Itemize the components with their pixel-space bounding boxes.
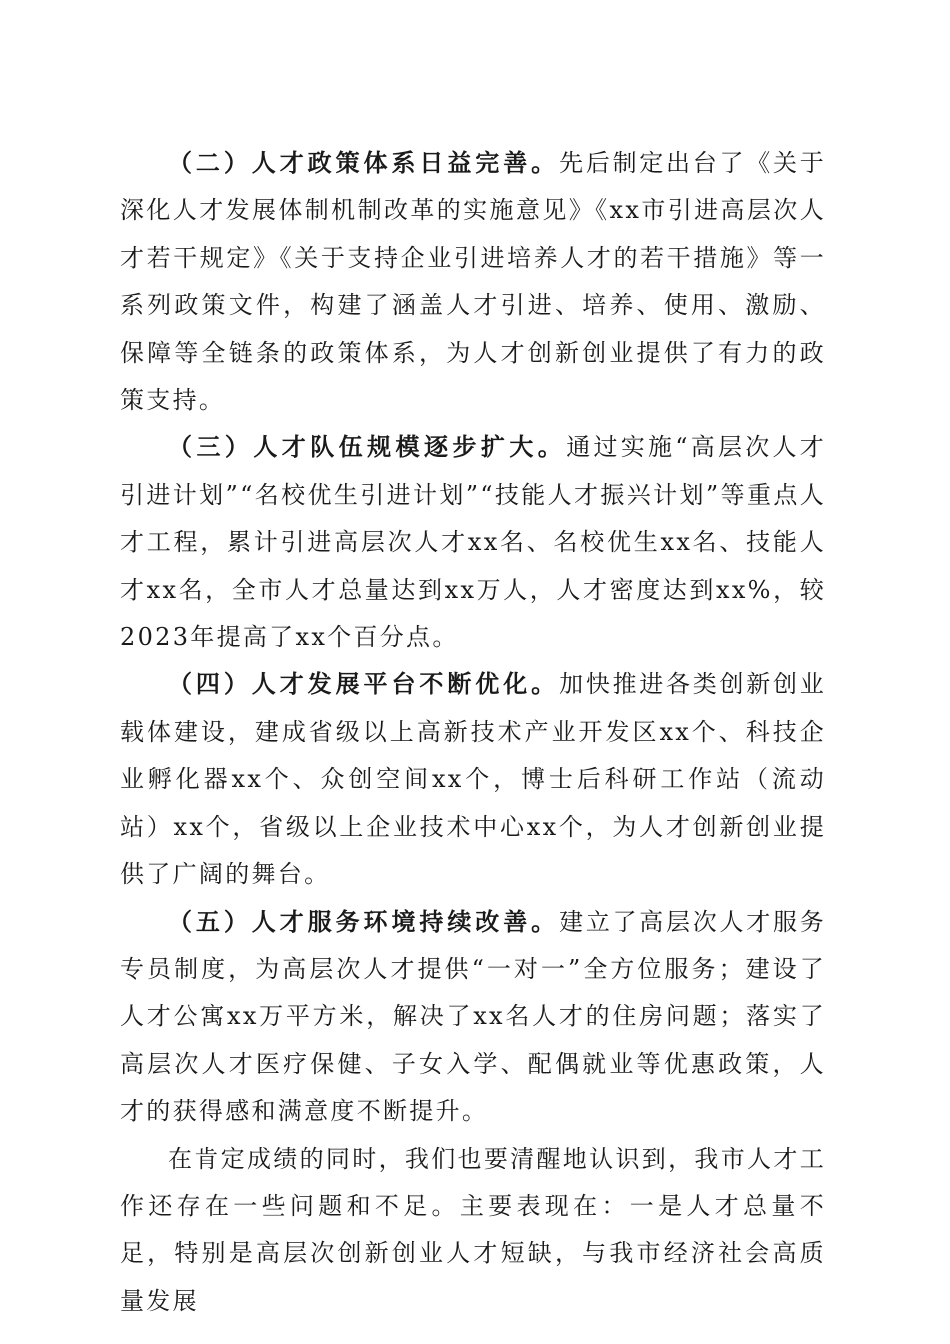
paragraph-text: 先后制定出台了《关于深化人才发展体制机制改革的实施意见》《xx市引进高层次人才若干规定》《关于支持企业引进培养人才的若干措施》等一系列政策文件，构建了涵盖人才引进、培养、使用、激励、保障等全链条的政策体系，为人才创新创业提供了有力的政策支持。 — [120, 149, 827, 415]
paragraph-talent-platform — [120, 661, 826, 898]
paragraph-talent-policy — [120, 140, 826, 424]
paragraph-problems — [120, 1136, 826, 1326]
section-heading: （四）人才发展平台不断优化。 — [168, 670, 560, 699]
section-heading: （三）人才队伍规模逐步扩大。 — [168, 433, 567, 462]
section-heading: （五）人才服务环境持续改善。 — [168, 907, 560, 936]
section-heading: （二）人才政策体系日益完善。 — [168, 149, 560, 177]
paragraph-text: 在肯定成绩的同时，我们也要清醒地认识到，我市人才工作还存在一些问题和不足。主要表现在：一是人才总量不足，特别是高层次创新创业人才短缺，与我市经济社会高质量发展 — [120, 1144, 826, 1315]
paragraph-text: 建立了高层次人才服务专员制度，为高层次人才提供“一对一”全方位服务；建设了人才公寓xx万平方米，解决了xx名人才的住房问题；落实了高层次人才医疗保健、子女入学、配偶就业等优惠政策，人才的获得感和满意度不断提升。 — [120, 907, 827, 1126]
paragraph-text: 加快推进各类创新创业载体建设，建成省级以上高新技术产业开发区xx个、科技企业孵化器xx个、众创空间xx个，博士后科研工作站（流动站）xx个，省级以上企业技术中心xx个，为人才创新创业提供了广阔的舞台。 — [120, 670, 827, 889]
document-body — [120, 140, 826, 1325]
paragraph-text: 通过实施“高层次人才引进计划”“名校优生引进计划”“技能人才振兴计划”等重点人才工程，累计引进高层次人才xx名、名校优生xx名、技能人才xx名，全市人才总量达到xx万人，人才密度达到xx%，较2023年提高了xx个百分点。 — [120, 433, 827, 652]
paragraph-talent-team — [120, 424, 826, 661]
paragraph-talent-service — [120, 899, 826, 1136]
